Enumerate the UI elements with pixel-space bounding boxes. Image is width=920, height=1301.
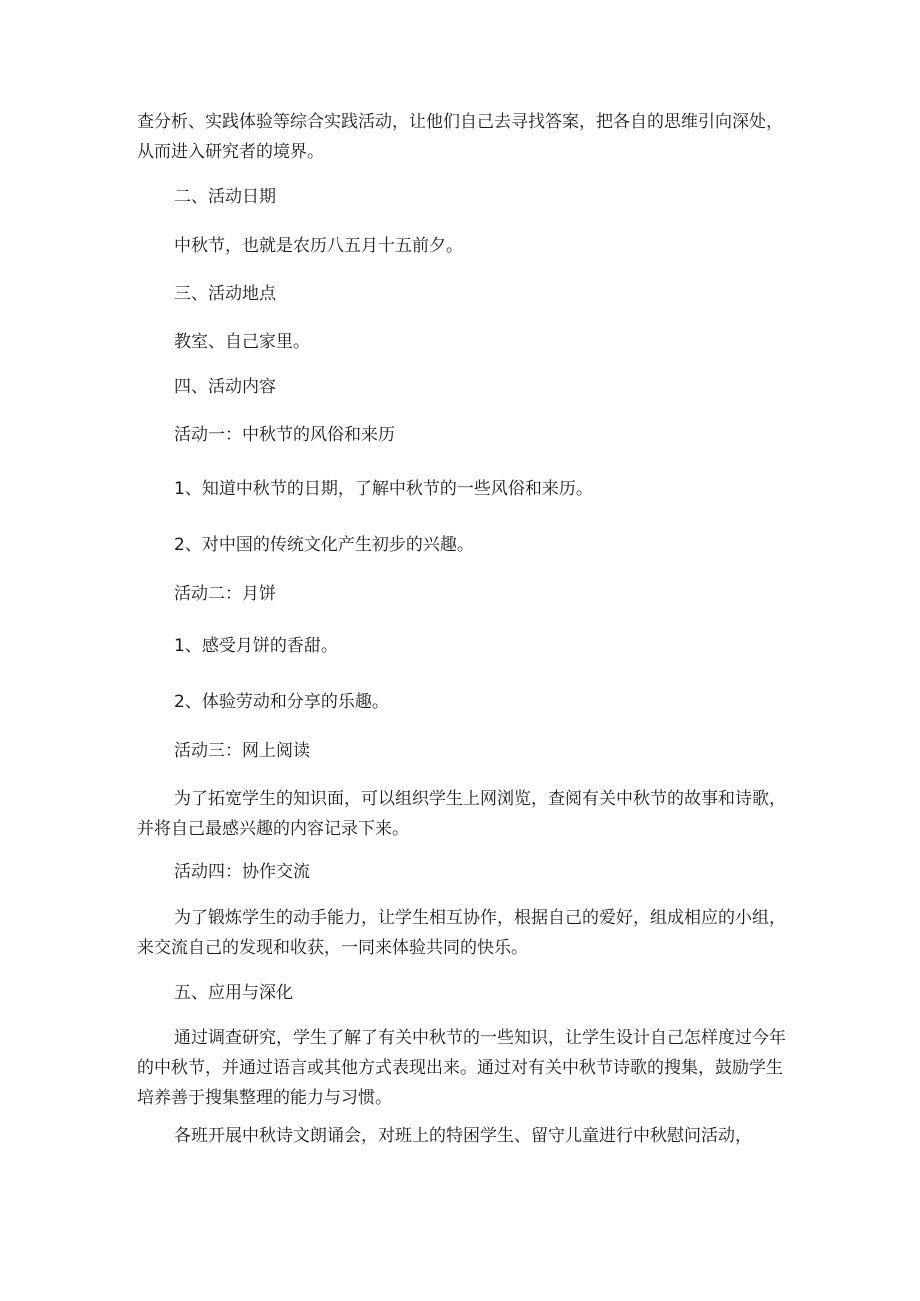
activity-two-item-1: 1、感受月饼的香甜。: [174, 636, 338, 656]
section-heading-location: 三、活动地点: [174, 284, 276, 304]
section-heading-content: 四、活动内容: [174, 377, 276, 397]
activity-one-item-2: 2、对中国的传统文化产生初步的兴趣。: [174, 535, 474, 555]
activity-one-item-1: 1、知道中秋节的日期，了解中秋节的一些风俗和来历。: [174, 479, 593, 499]
activity-three-title: 活动三：网上阅读: [174, 741, 310, 761]
paragraph-location: 教室、自己家里。: [174, 332, 310, 352]
activity-three-description: 为了拓宽学生的知识面，可以组织学生上网浏览，查阅有关中秋节的故事和诗歌，并将自己最感兴趣的内容记录下来。: [137, 789, 786, 839]
section-heading-date: 二、活动日期: [174, 187, 276, 207]
paragraph-class-activities: 各班开展中秋诗文朗诵会，对班上的特困学生、留守儿童进行中秋慰问活动，: [174, 1126, 752, 1146]
activity-two-item-2: 2、体验劳动和分享的乐趣。: [174, 692, 389, 712]
paragraph-date: 中秋节，也就是农历八五月十五前夕。: [174, 236, 463, 256]
activity-two-title: 活动二：月饼: [174, 584, 276, 604]
paragraph-application: 通过调查研究，学生了解了有关中秋节的一些知识，让学生设计自己怎样度过今年的中秋节，并通过语言或其他方式表现出来。通过对有关中秋节诗歌的搜集，鼓励学生培养善于搜集整理的能力与习惯。: [137, 1028, 786, 1108]
section-heading-application: 五、应用与深化: [174, 983, 293, 1003]
activity-four-title: 活动四：协作交流: [174, 862, 310, 882]
activity-one-title: 活动一：中秋节的风俗和来历: [174, 425, 395, 445]
paragraph-intro-continued: 查分析、实践体验等综合实践活动，让他们自己去寻找答案，把各自的思维引向深处，从而进入研究者的境界。: [137, 112, 783, 162]
activity-four-description: 为了锻炼学生的动手能力，让学生相互协作，根据自己的爱好，组成相应的小组，来交流自己的发现和收获，一同来体验共同的快乐。: [137, 908, 786, 958]
